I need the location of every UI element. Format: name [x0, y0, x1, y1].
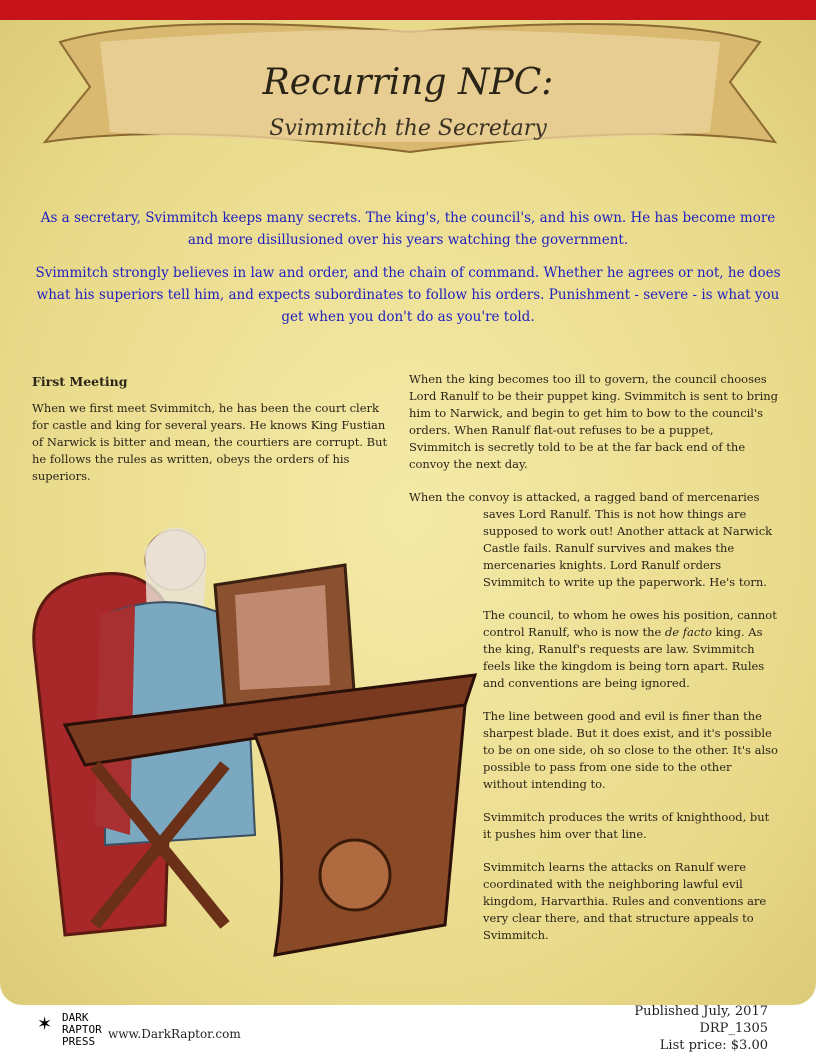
text: king. As the king, Ranulf's requests are law. Svimmitch feels like the kingdom is being torn apart. Rules and conventions are being ignored.	[483, 625, 765, 690]
paragraph: Svimmitch learns the attacks on Ranulf were coordinated with the neighboring lawful evil kingdom, Harvarthia. Rules and conventions are very clear there, and that structure appeals to Svimmitch.	[483, 860, 767, 942]
paragraph-rest: saves Lord Ranulf. This is not how things are supposed to work out! Another attack at Narwick Castle fails. Ranulf survives and makes the mercenaries knights. Lord Ranulf orders Svimmitch to write up the paperwork. He's torn.	[483, 507, 773, 589]
paragraph: When we first meet Svimmitch, he has been the court clerk for castle and king for several years. He knows King Fustian of Narwick is bitter and mean, the courtiers are corrupt. But he follows the rules as written, obeys the orders of his superiors.	[32, 401, 388, 483]
paragraph: When the king becomes too ill to govern, the council chooses Lord Ranulf to be their puppet king. Svimmitch is sent to bring him to Narwick, and begin to get him to bow to the council's orders. When Ranulf flat-out refuses to be a puppet, Svimmitch is secretly told to be at the far back end of the convoy the next day.	[409, 372, 779, 471]
publication-info	[634, 1003, 768, 1054]
text: The council, to whom he owes his position, cannot control Ranulf, who is now the	[483, 608, 777, 639]
left-column	[32, 373, 392, 501]
page-subtitle: Svimmitch the Secretary	[269, 116, 547, 141]
publisher-logo	[36, 1012, 102, 1048]
published-date: Published July, 2017	[634, 1004, 768, 1019]
logo-text: DARK	[62, 1011, 89, 1024]
logo-text: PRESS	[62, 1035, 96, 1048]
italic-term: de facto	[664, 625, 712, 639]
intro-paragraph: Svimmitch strongly believes in law and order, and the chain of command. Whether he agrees or not, he does what his superiors tell him, and expects subordinates to follow his orders. Punishment - severe - is what you get when you don't do as you're told.	[35, 265, 781, 325]
paragraph	[409, 489, 779, 591]
intro-paragraph: As a secretary, Svimmitch keeps many secrets. The king's, the council's, and his own. He has become more and more disillusioned over his years watching the government.	[40, 210, 776, 248]
paragraph: Svimmitch produces the writs of knighthood, but it pushes him over that line.	[483, 810, 770, 841]
product-code: DRP_1305	[699, 1021, 768, 1036]
paragraph-start: When the convoy is attacked, a ragged band of mercenaries	[409, 490, 760, 504]
website-link[interactable]: www.DarkRaptor.com	[108, 1027, 241, 1041]
page-title: Recurring NPC:	[262, 62, 554, 103]
paragraph	[409, 607, 779, 692]
raptor-icon: ✶	[38, 1011, 52, 1036]
section-heading: First Meeting	[32, 374, 128, 389]
paragraph: The line between good and evil is finer than the sharpest blade. But it does exist, and it's possible to be on one side, oh so close to the other. It's also possible to pass from one side to the other without intending to.	[483, 709, 778, 791]
list-price: List price: $3.00	[659, 1038, 768, 1053]
logo-text: RAPTOR	[62, 1023, 102, 1036]
right-column	[409, 371, 779, 960]
